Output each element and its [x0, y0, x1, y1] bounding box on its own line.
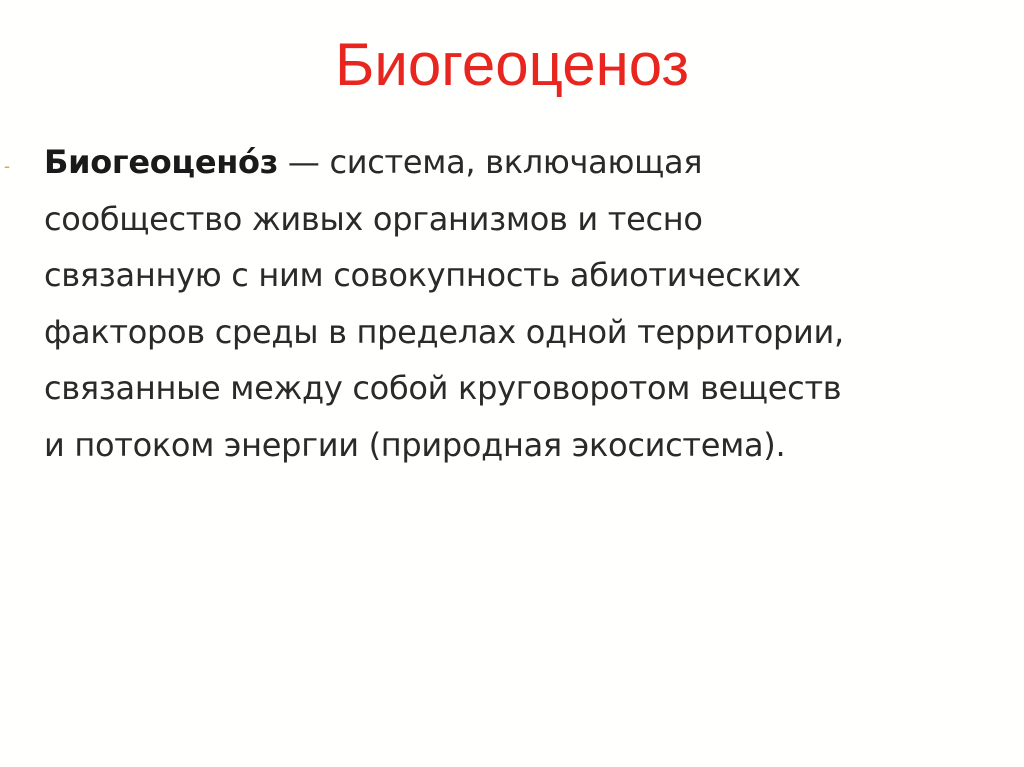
definition-line-2: сообщество живых организмов и тесно — [44, 199, 703, 238]
definition-line-3: связанную с ним совокупность абиотических — [44, 256, 801, 294]
bullet-marker: - — [4, 156, 10, 176]
definition-line-1 — [44, 134, 1014, 191]
definition-line-4: факторов среды в пределах одной территории, — [44, 312, 844, 351]
definition-term: Биогеоцено́з — [44, 143, 279, 181]
definition-line-6: и потоком энергии (природная экосистема). — [44, 425, 786, 464]
definition-text: — система, включающая — [278, 143, 703, 181]
definition-line-5: связанные между собой круговоротом веществ — [44, 369, 842, 407]
definition-paragraph — [44, 134, 1014, 473]
slide-title: Биогеоценоз — [335, 31, 689, 98]
